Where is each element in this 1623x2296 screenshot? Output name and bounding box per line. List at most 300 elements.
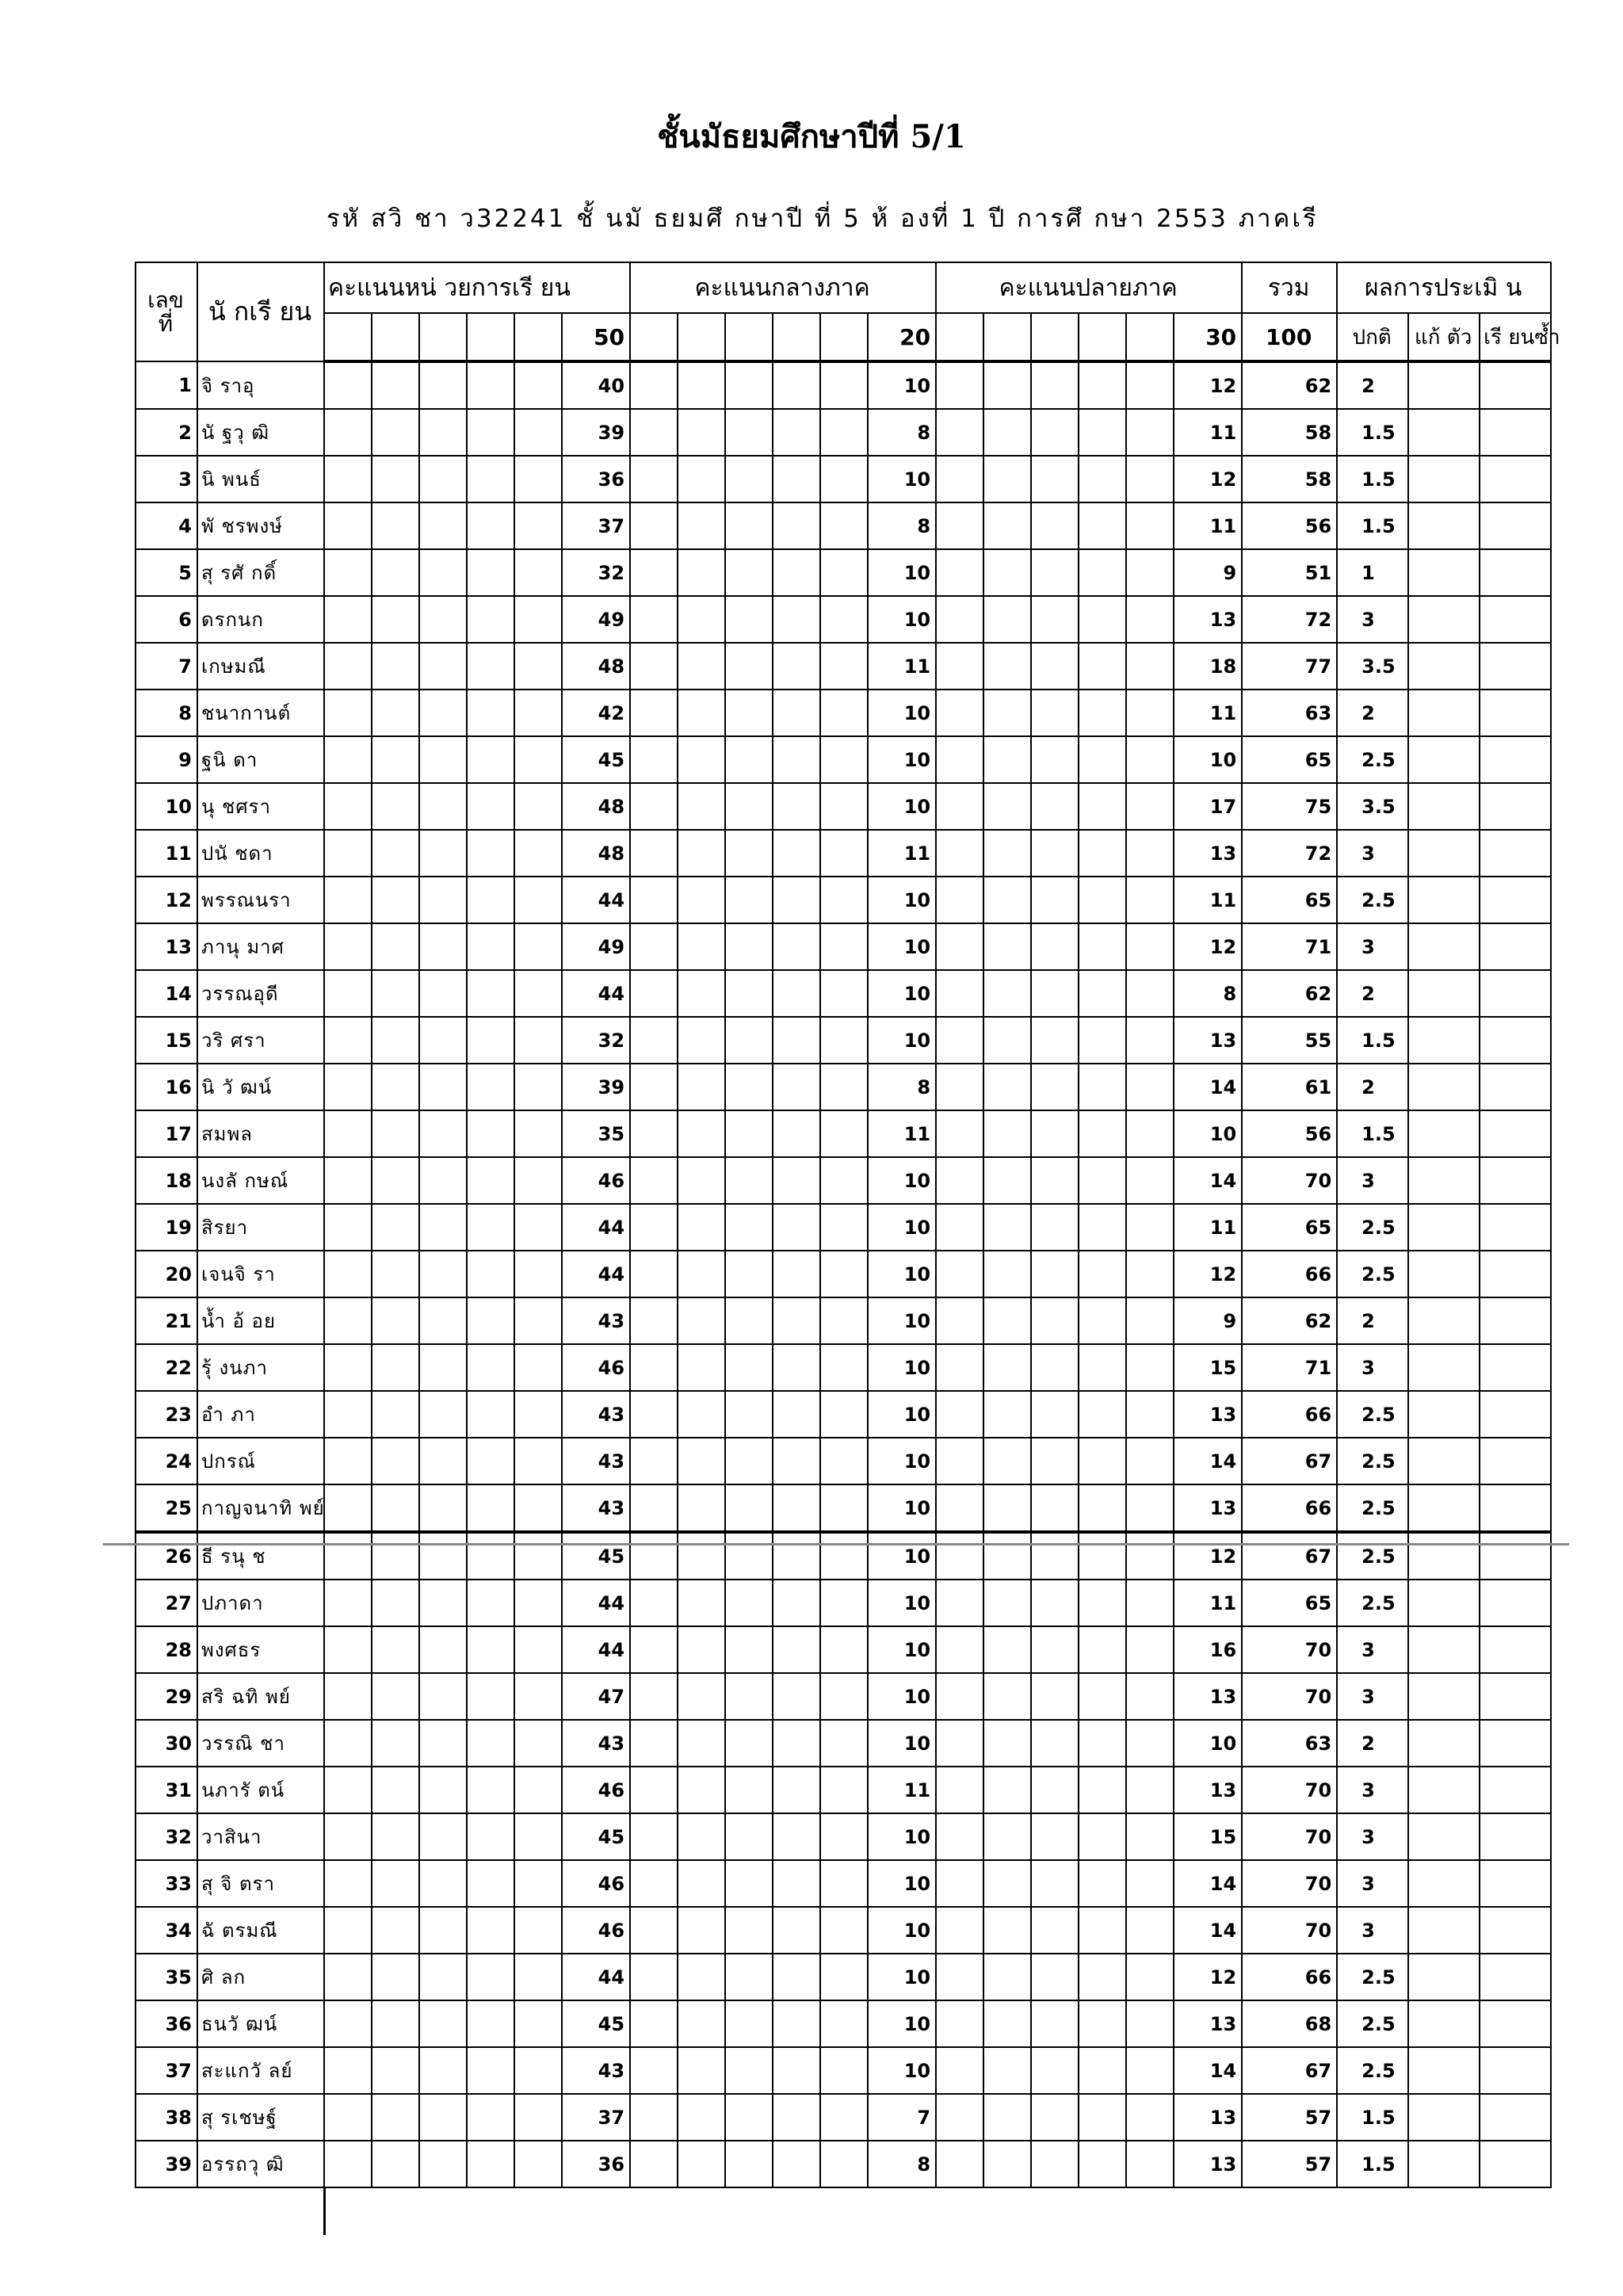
empty-cell	[372, 1532, 419, 1580]
empty-cell	[936, 1157, 983, 1204]
empty-cell	[1079, 1767, 1126, 1813]
empty-cell	[324, 1251, 372, 1297]
empty-cell	[820, 783, 868, 830]
grade-normal: 3	[1337, 1767, 1408, 1813]
empty-cell	[1031, 830, 1079, 877]
mid-score: 11	[868, 643, 936, 690]
table-row	[136, 923, 1551, 970]
empty-cell	[773, 502, 820, 549]
empty-cell	[820, 736, 868, 783]
empty-cell	[630, 643, 678, 690]
grade-fix	[1408, 970, 1480, 1017]
table-row	[136, 2094, 1551, 2141]
grade-normal: 2	[1337, 970, 1408, 1017]
empty-cell	[678, 1813, 725, 1860]
grade-fix	[1408, 1720, 1480, 1767]
empty-cell	[1079, 2047, 1126, 2094]
empty-cell	[983, 970, 1031, 1017]
empty-cell	[1031, 1860, 1079, 1907]
empty-cell	[467, 596, 514, 643]
grade-repeat	[1480, 2094, 1551, 2141]
empty-cell	[773, 456, 820, 502]
table-row	[136, 456, 1551, 502]
empty-cell	[820, 1860, 868, 1907]
empty-cell	[1079, 1673, 1126, 1720]
empty-cell	[467, 923, 514, 970]
grade-repeat	[1480, 361, 1551, 409]
empty-cell	[514, 830, 562, 877]
empty-cell	[630, 1532, 678, 1580]
empty-cell	[936, 1767, 983, 1813]
empty-cell	[419, 1017, 467, 1064]
empty-cell	[1031, 877, 1079, 923]
empty-cell	[936, 1017, 983, 1064]
empty-cell	[773, 1813, 820, 1860]
empty-cell	[820, 549, 868, 596]
final-score: 8	[1174, 970, 1242, 1017]
grade-repeat	[1480, 2047, 1551, 2094]
final-score: 10	[1174, 1110, 1242, 1157]
mid-score: 10	[868, 1580, 936, 1626]
grade-fix	[1408, 690, 1480, 736]
empty-cell	[419, 1204, 467, 1251]
empty-cell	[1126, 456, 1174, 502]
empty-cell	[372, 456, 419, 502]
empty-cell	[630, 877, 678, 923]
grade-normal: 1.5	[1337, 1110, 1408, 1157]
mid-score: 8	[868, 2141, 936, 2187]
final-score: 15	[1174, 1813, 1242, 1860]
empty-cell	[467, 1907, 514, 1954]
mid-score: 10	[868, 1626, 936, 1673]
empty-cell	[1079, 409, 1126, 456]
empty-cell	[324, 1720, 372, 1767]
empty-cell	[514, 1344, 562, 1391]
grade-repeat	[1480, 1954, 1551, 2000]
student-no: 7	[136, 643, 197, 690]
empty-cell	[983, 1344, 1031, 1391]
empty-cell	[324, 970, 372, 1017]
empty-cell	[1126, 1484, 1174, 1532]
grade-fix	[1408, 1626, 1480, 1673]
unit-score: 43	[562, 2047, 630, 2094]
grade-fix	[1408, 1673, 1480, 1720]
empty-cell	[725, 2141, 773, 2187]
empty-cell	[1126, 502, 1174, 549]
total-score: 72	[1242, 830, 1337, 877]
empty-cell	[514, 1907, 562, 1954]
table-row	[136, 1204, 1551, 1251]
empty-cell	[725, 1907, 773, 1954]
unit-score: 39	[562, 1064, 630, 1110]
grade-normal: 3	[1337, 830, 1408, 877]
empty-cell	[773, 2000, 820, 2047]
empty-cell	[467, 1438, 514, 1484]
empty-cell	[820, 1907, 868, 1954]
student-no: 35	[136, 1954, 197, 2000]
table-row	[136, 877, 1551, 923]
empty-cell	[725, 1813, 773, 1860]
empty-cell	[324, 1673, 372, 1720]
mid-score: 10	[868, 1017, 936, 1064]
empty-cell	[372, 2141, 419, 2187]
empty-cell	[983, 1720, 1031, 1767]
empty-cell	[372, 690, 419, 736]
mid-score: 10	[868, 456, 936, 502]
empty-cell	[678, 596, 725, 643]
empty-cell	[514, 736, 562, 783]
grade-fix	[1408, 736, 1480, 783]
empty-cell	[514, 1484, 562, 1532]
empty-cell	[467, 1860, 514, 1907]
total-score: 70	[1242, 1626, 1337, 1673]
empty-cell	[1079, 2000, 1126, 2047]
empty-cell	[773, 1297, 820, 1344]
grade-repeat	[1480, 690, 1551, 736]
empty-cell	[773, 596, 820, 643]
student-no: 6	[136, 596, 197, 643]
empty-cell	[1126, 1251, 1174, 1297]
empty-cell	[936, 596, 983, 643]
total-score: 57	[1242, 2141, 1337, 2187]
empty-cell	[630, 2000, 678, 2047]
empty-cell	[324, 643, 372, 690]
empty-cell	[1126, 643, 1174, 690]
empty-cell	[936, 643, 983, 690]
grade-repeat	[1480, 2141, 1551, 2187]
empty-cell	[773, 1860, 820, 1907]
student-name: นิ วั ฒน์	[197, 1064, 324, 1110]
empty-cell	[773, 970, 820, 1017]
empty-cell	[372, 1626, 419, 1673]
unit-score: 43	[562, 1297, 630, 1344]
empty-cell	[419, 1484, 467, 1532]
empty-cell	[678, 877, 725, 923]
empty-cell	[820, 361, 868, 409]
empty-cell	[678, 1204, 725, 1251]
table-row	[136, 1251, 1551, 1297]
final-score: 13	[1174, 596, 1242, 643]
student-no: 36	[136, 2000, 197, 2047]
mid-score: 10	[868, 549, 936, 596]
empty-cell	[630, 1907, 678, 1954]
mid-score: 10	[868, 1157, 936, 1204]
empty-cell	[678, 923, 725, 970]
final-score: 11	[1174, 877, 1242, 923]
grade-repeat	[1480, 1391, 1551, 1438]
empty-cell	[1126, 877, 1174, 923]
final-score: 12	[1174, 1954, 1242, 2000]
empty-cell	[630, 783, 678, 830]
student-no: 10	[136, 783, 197, 830]
mid-score: 10	[868, 1297, 936, 1344]
empty-cell	[678, 1484, 725, 1532]
empty-cell	[1126, 1626, 1174, 1673]
empty-cell	[1126, 1813, 1174, 1860]
student-no: 34	[136, 1907, 197, 1954]
empty-cell	[372, 549, 419, 596]
grade-normal: 3	[1337, 596, 1408, 643]
grade-repeat	[1480, 1580, 1551, 1626]
mid-score: 11	[868, 830, 936, 877]
empty-cell	[725, 2094, 773, 2141]
empty-cell	[419, 1860, 467, 1907]
empty-cell	[725, 643, 773, 690]
final-score: 13	[1174, 830, 1242, 877]
final-score: 16	[1174, 1626, 1242, 1673]
mid-score: 10	[868, 1344, 936, 1391]
table-row	[136, 1484, 1551, 1532]
empty-cell	[1079, 596, 1126, 643]
empty-cell	[983, 549, 1031, 596]
empty-cell	[678, 2141, 725, 2187]
empty-cell	[324, 1484, 372, 1532]
unit-score: 43	[562, 1720, 630, 1767]
empty-cell	[419, 736, 467, 783]
empty-cell	[324, 2000, 372, 2047]
grade-fix	[1408, 830, 1480, 877]
table-row	[136, 549, 1551, 596]
grade-normal: 2.5	[1337, 1391, 1408, 1438]
student-name: เจนจิ รา	[197, 1251, 324, 1297]
grade-fix	[1408, 1860, 1480, 1907]
empty-cell	[419, 783, 467, 830]
empty-cell	[1079, 1626, 1126, 1673]
empty-cell	[324, 1580, 372, 1626]
empty-cell	[419, 1532, 467, 1580]
header-evaluation: ผลการประเมิ น	[1337, 262, 1551, 313]
grade-fix	[1408, 1110, 1480, 1157]
empty-cell	[1126, 1673, 1174, 1720]
empty-cell	[630, 456, 678, 502]
final-score: 17	[1174, 783, 1242, 830]
empty-cell	[419, 1344, 467, 1391]
empty-cell	[773, 2047, 820, 2094]
grade-normal: 2.5	[1337, 736, 1408, 783]
empty-cell	[1031, 1438, 1079, 1484]
empty-cell	[725, 1017, 773, 1064]
student-name: วริ ศรา	[197, 1017, 324, 1064]
empty-cell	[678, 1907, 725, 1954]
total-score: 72	[1242, 596, 1337, 643]
empty-cell	[725, 1580, 773, 1626]
grade-normal: 1	[1337, 549, 1408, 596]
student-no: 33	[136, 1860, 197, 1907]
empty-cell	[820, 877, 868, 923]
empty-cell	[1079, 923, 1126, 970]
empty-cell	[514, 1767, 562, 1813]
student-name: ปภาดา	[197, 1580, 324, 1626]
header-final: คะแนนปลายภาค	[936, 262, 1242, 313]
empty-cell	[983, 830, 1031, 877]
empty-cell	[324, 2141, 372, 2187]
empty-cell	[725, 1251, 773, 1297]
empty-cell	[1079, 502, 1126, 549]
final-score: 12	[1174, 361, 1242, 409]
empty-cell	[1126, 2047, 1174, 2094]
empty-cell	[936, 690, 983, 736]
unit-score: 45	[562, 2000, 630, 2047]
empty-cell	[1031, 1767, 1079, 1813]
student-name: ฐนิ ดา	[197, 736, 324, 783]
empty-cell	[514, 2047, 562, 2094]
student-name: สมพล	[197, 1110, 324, 1157]
empty-cell	[936, 1954, 983, 2000]
empty-cell	[983, 2000, 1031, 2047]
empty-cell	[983, 456, 1031, 502]
empty-cell	[467, 1344, 514, 1391]
grade-repeat	[1480, 1438, 1551, 1484]
student-name: นงลั กษณ์	[197, 1157, 324, 1204]
student-no: 27	[136, 1580, 197, 1626]
grade-repeat	[1480, 830, 1551, 877]
empty-cell	[1079, 1017, 1126, 1064]
empty-cell	[820, 1673, 868, 1720]
student-no: 37	[136, 2047, 197, 2094]
empty-cell	[514, 1860, 562, 1907]
empty-cell	[983, 1673, 1031, 1720]
grade-normal: 1.5	[1337, 2141, 1408, 2187]
table-row	[136, 736, 1551, 783]
empty-cell	[820, 502, 868, 549]
empty-cell	[678, 409, 725, 456]
empty-cell	[820, 1344, 868, 1391]
final-score: 18	[1174, 643, 1242, 690]
unit-score: 39	[562, 409, 630, 456]
empty-cell	[324, 1391, 372, 1438]
grade-normal: 1.5	[1337, 502, 1408, 549]
total-score: 63	[1242, 1720, 1337, 1767]
mid-score: 10	[868, 1484, 936, 1532]
unit-score: 49	[562, 596, 630, 643]
empty-cell	[1126, 1438, 1174, 1484]
course-info: รหั สวิ ชา ว32241 ชั้ นมั ธยมศึ กษาปี ที่ 5 ห้ องที่ 1 ปี การศึ กษา 2553 ภาคเรี	[327, 204, 1319, 233]
empty-cell	[983, 1017, 1031, 1064]
final-score: 13	[1174, 1484, 1242, 1532]
grade-repeat	[1480, 502, 1551, 549]
empty-cell	[678, 1673, 725, 1720]
unit-score: 46	[562, 1344, 630, 1391]
student-name: วรรณอุดี	[197, 970, 324, 1017]
empty-cell	[983, 1157, 1031, 1204]
empty-cell	[936, 1532, 983, 1580]
unit-score: 36	[562, 456, 630, 502]
header-total: รวม	[1242, 262, 1337, 313]
total-score: 66	[1242, 1954, 1337, 2000]
table-row	[136, 1813, 1551, 1860]
empty-cell	[372, 2047, 419, 2094]
grade-normal: 1.5	[1337, 456, 1408, 502]
empty-cell	[324, 1532, 372, 1580]
total-score: 70	[1242, 1813, 1337, 1860]
empty-cell	[936, 1204, 983, 1251]
table-row	[136, 1580, 1551, 1626]
empty-cell	[419, 1626, 467, 1673]
empty-cell	[1126, 2000, 1174, 2047]
empty-cell	[467, 1017, 514, 1064]
student-name: นั ฐวุ ฒิ	[197, 409, 324, 456]
grade-fix	[1408, 1767, 1480, 1813]
total-score: 65	[1242, 1580, 1337, 1626]
empty-cell	[725, 502, 773, 549]
empty-cell	[1126, 1297, 1174, 1344]
empty-cell	[1079, 1907, 1126, 1954]
empty-cell	[419, 1580, 467, 1626]
grade-fix	[1408, 1907, 1480, 1954]
empty-cell	[1126, 923, 1174, 970]
unit-score: 44	[562, 970, 630, 1017]
grade-fix	[1408, 549, 1480, 596]
empty-cell	[725, 1626, 773, 1673]
empty-cell	[725, 970, 773, 1017]
empty-cell	[983, 1580, 1031, 1626]
empty-cell	[514, 361, 562, 409]
empty-cell	[630, 1438, 678, 1484]
empty-cell	[419, 549, 467, 596]
empty-cell	[372, 1017, 419, 1064]
empty-cell	[983, 1484, 1031, 1532]
grade-repeat	[1480, 1626, 1551, 1673]
total-score: 58	[1242, 409, 1337, 456]
empty-cell	[467, 2094, 514, 2141]
empty-cell	[467, 502, 514, 549]
grade-repeat	[1480, 783, 1551, 830]
empty-cell	[678, 736, 725, 783]
empty-cell	[820, 2094, 868, 2141]
student-name: จิ ราอุ	[197, 361, 324, 409]
empty-cell	[630, 1484, 678, 1532]
empty-cell	[725, 1438, 773, 1484]
empty-cell	[419, 1064, 467, 1110]
empty-cell	[725, 1484, 773, 1532]
empty-cell	[419, 2141, 467, 2187]
empty-cell	[725, 923, 773, 970]
empty-cell	[1126, 549, 1174, 596]
empty-cell	[1079, 361, 1126, 409]
grade-normal: 3	[1337, 1813, 1408, 1860]
empty-cell	[820, 1626, 868, 1673]
student-name: นิ พนธ์	[197, 456, 324, 502]
empty-cell	[514, 1720, 562, 1767]
empty-cell	[630, 736, 678, 783]
student-name: น้ำ อ้ อย	[197, 1297, 324, 1344]
total-score: 70	[1242, 1157, 1337, 1204]
mid-score: 10	[868, 1860, 936, 1907]
grade-repeat	[1480, 1251, 1551, 1297]
student-name: วรรณิ ชา	[197, 1720, 324, 1767]
empty-cell	[983, 1391, 1031, 1438]
grade-normal: 2.5	[1337, 1484, 1408, 1532]
empty-cell	[725, 1297, 773, 1344]
grade-normal: 2	[1337, 1064, 1408, 1110]
final-score: 15	[1174, 1344, 1242, 1391]
empty-cell	[1079, 1860, 1126, 1907]
empty-cell	[773, 1251, 820, 1297]
empty-cell	[467, 409, 514, 456]
empty-cell	[419, 970, 467, 1017]
unit-score: 48	[562, 830, 630, 877]
empty-cell	[936, 1673, 983, 1720]
empty-cell	[820, 1580, 868, 1626]
empty-cell	[1079, 2141, 1126, 2187]
table-row	[136, 783, 1551, 830]
empty-cell	[1079, 830, 1126, 877]
unit-score: 49	[562, 923, 630, 970]
empty-cell	[1079, 1157, 1126, 1204]
unit-score: 35	[562, 1110, 630, 1157]
empty-cell	[936, 1391, 983, 1438]
empty-cell	[773, 1110, 820, 1157]
